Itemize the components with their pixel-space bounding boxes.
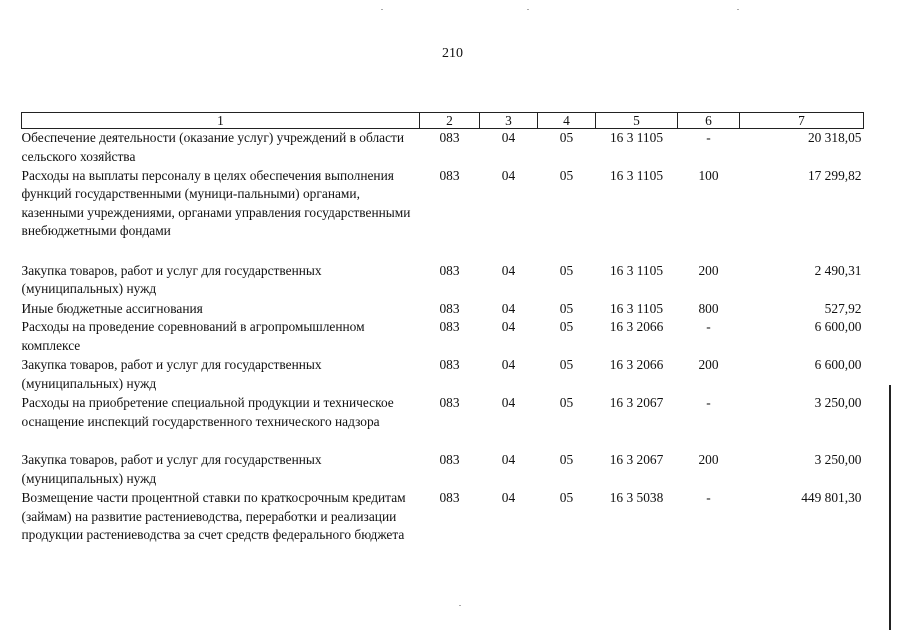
row-value-c5: 16 3 1105	[609, 167, 664, 183]
column-header: 1	[22, 113, 420, 129]
row-value-c6: 200	[698, 452, 719, 467]
row-value-c6: 200	[698, 357, 719, 372]
row-value-c2: 083	[439, 167, 460, 183]
table-header-row	[22, 113, 864, 129]
row-value-c3: 04	[501, 167, 516, 183]
row-value-c7: 6 600,00	[814, 319, 862, 334]
margin-scan-line	[889, 385, 891, 630]
row-description: Закупка товаров, работ и услуг для государственных (муниципальных) нужд	[21, 262, 322, 296]
row-value-c5: 16 3 1105	[609, 262, 664, 278]
row-description: Закупка товаров, работ и услуг для государственных (муниципальных) нужд	[21, 357, 322, 391]
column-header: 2	[420, 113, 480, 129]
row-value-c7: 449 801,30	[801, 490, 862, 505]
row-value-c2: 083	[439, 319, 460, 334]
row-value-c6: -	[706, 395, 711, 410]
row-value-c6: -	[706, 130, 711, 145]
row-value-c4: 05	[559, 262, 574, 278]
row-description: Возмещение части процентной ставки по краткосрочным кредитам (займам) на развитие растениеводства, переработки и реализации продукции растениеводства за счет средств федерального бюджета	[21, 490, 406, 542]
row-value-c4: 05	[559, 490, 574, 505]
row-description: Иные бюджетные ассигнования	[21, 300, 203, 316]
row-description: Расходы на проведение соревнований в агропромышленном комплексе	[21, 319, 365, 353]
budget-table	[21, 112, 864, 563]
scan-speck	[459, 605, 461, 606]
table-row	[22, 356, 864, 394]
row-value-c2: 083	[439, 130, 460, 145]
scan-speck	[381, 9, 383, 10]
table-row	[22, 300, 864, 319]
table-row	[22, 167, 864, 256]
column-header: 3	[480, 113, 538, 129]
column-header: 7	[740, 113, 864, 129]
table-row	[22, 489, 864, 563]
row-value-c3: 04	[501, 262, 516, 278]
row-value-c7: 20 318,05	[807, 130, 862, 145]
row-value-c3: 04	[501, 130, 516, 145]
row-value-c5: 16 3 2066	[609, 357, 664, 372]
table-row	[22, 451, 864, 489]
row-value-c4: 05	[559, 130, 574, 145]
row-value-c7: 3 250,00	[814, 452, 862, 467]
row-value-c3: 04	[501, 300, 516, 316]
row-value-c5: 16 3 1105	[609, 300, 664, 316]
row-value-c5: 16 3 2066	[609, 319, 664, 334]
row-value-c2: 083	[439, 395, 460, 410]
row-description: Обеспечение деятельности (оказание услуг) учреждений в области сельского хозяйства	[21, 130, 405, 164]
row-value-c5: 16 3 1105	[609, 130, 664, 145]
row-value-c4: 05	[559, 300, 574, 316]
row-value-c5: 16 3 5038	[609, 490, 664, 505]
row-description: Расходы на приобретение специальной продукции и техническое оснащение инспекций государственного технического надзора	[21, 395, 394, 429]
row-value-c4: 05	[559, 319, 574, 334]
row-value-c7: 2 490,31	[814, 262, 862, 278]
column-header: 5	[596, 113, 678, 129]
row-value-c6: 800	[698, 300, 719, 316]
row-value-c7: 17 299,82	[807, 167, 862, 183]
page-number: 210	[442, 46, 463, 61]
row-value-c4: 05	[559, 167, 574, 183]
row-value-c3: 04	[501, 357, 516, 372]
column-header: 6	[678, 113, 740, 129]
row-value-c6: -	[706, 490, 711, 505]
table-row	[22, 129, 864, 167]
row-value-c7: 6 600,00	[814, 357, 862, 372]
row-value-c4: 05	[559, 357, 574, 372]
row-value-c2: 083	[439, 452, 460, 467]
row-value-c5: 16 3 2067	[609, 395, 664, 410]
row-value-c2: 083	[439, 490, 460, 505]
row-value-c6: 200	[698, 262, 719, 278]
row-value-c7: 527,92	[824, 300, 862, 316]
table-row	[22, 262, 864, 300]
row-value-c3: 04	[501, 452, 516, 467]
table-row	[22, 318, 864, 356]
row-value-c2: 083	[439, 300, 460, 316]
scan-speck	[527, 9, 529, 10]
row-value-c2: 083	[439, 357, 460, 372]
row-value-c3: 04	[501, 490, 516, 505]
row-description: Закупка товаров, работ и услуг для государственных (муниципальных) нужд	[21, 452, 322, 486]
row-value-c6: -	[706, 319, 711, 334]
row-value-c6: 100	[698, 167, 719, 183]
row-value-c5: 16 3 2067	[609, 452, 664, 467]
row-value-c3: 04	[501, 319, 516, 334]
row-description: Расходы на выплаты персоналу в целях обеспечения выполнения функций государственными (муници-пальными) органами, казенными учреждениями, органами управления государственными внебюджетными фондами	[21, 167, 411, 238]
row-value-c2: 083	[439, 262, 460, 278]
column-header: 4	[538, 113, 596, 129]
row-value-c4: 05	[559, 395, 574, 410]
table-row	[22, 394, 864, 451]
scan-speck	[737, 9, 739, 10]
row-value-c4: 05	[559, 452, 574, 467]
row-value-c7: 3 250,00	[814, 395, 862, 410]
row-value-c3: 04	[501, 395, 516, 410]
